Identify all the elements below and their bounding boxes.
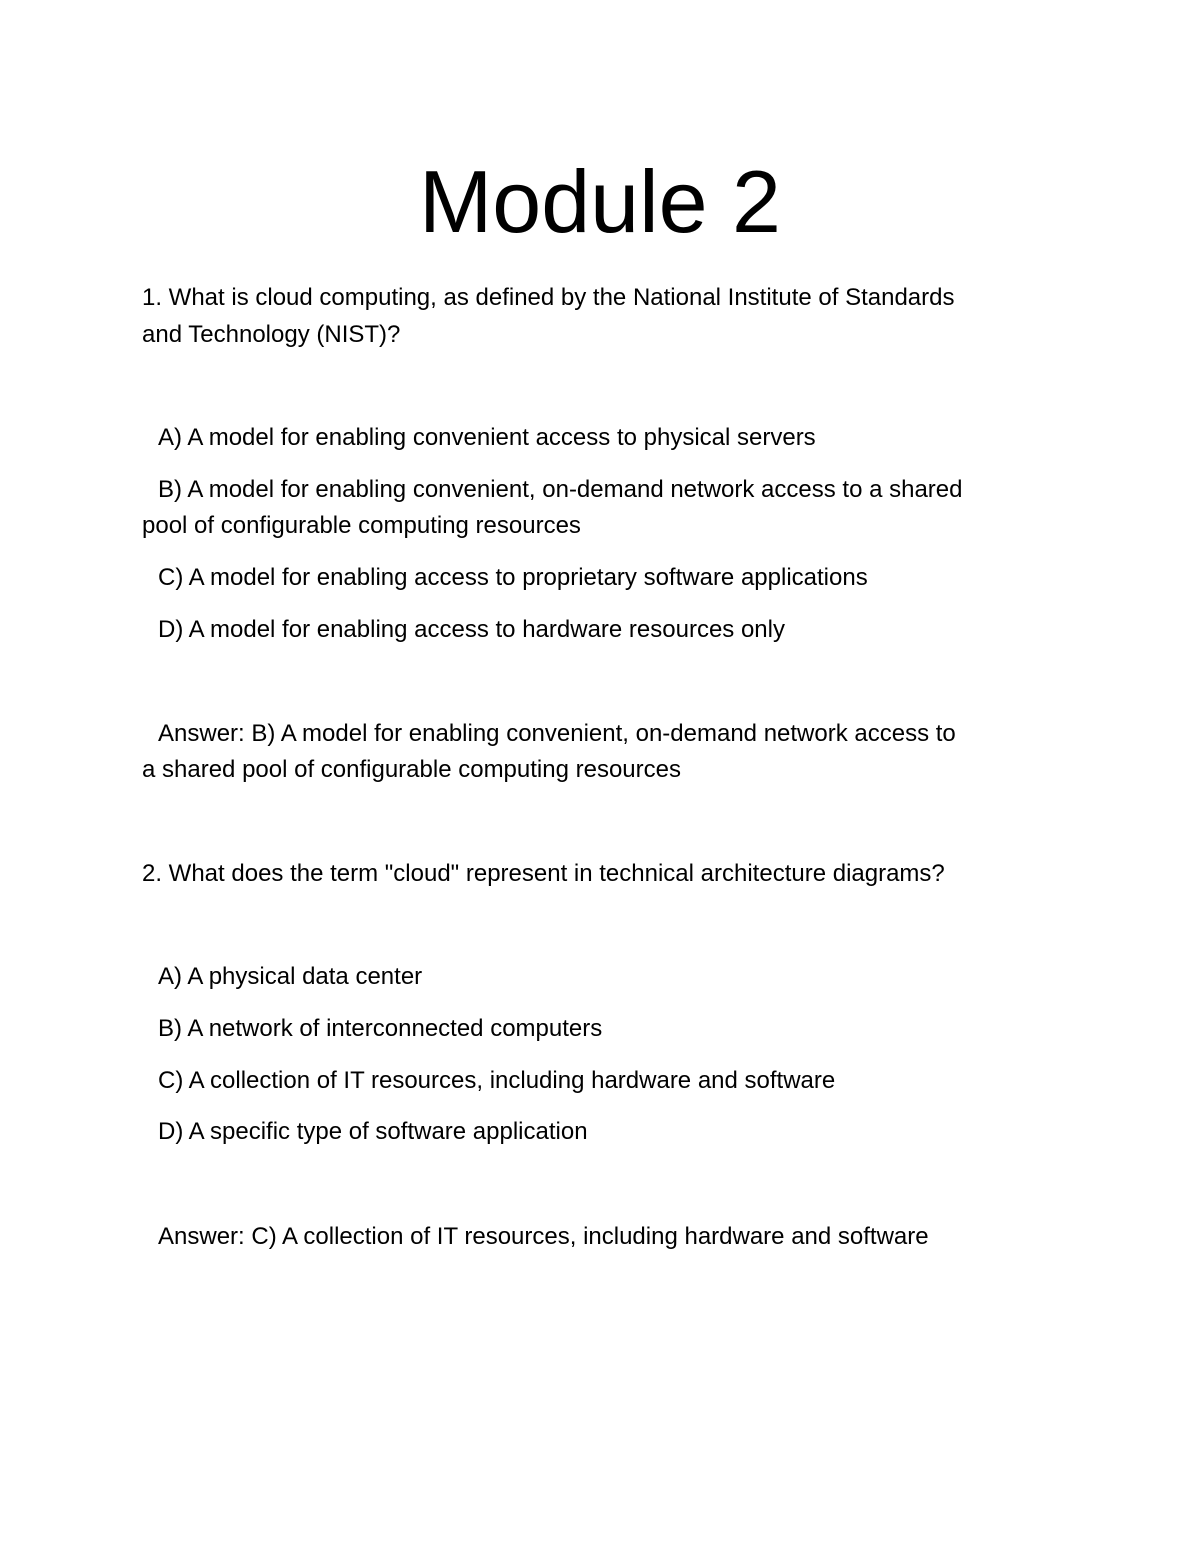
question-1-answer: Answer: B) A model for enabling convenient, on-demand network access to xyxy=(158,720,956,747)
question-1-option-b-cont: pool of configurable computing resources xyxy=(142,512,581,539)
question-1-option-c: C) A model for enabling access to proprietary software applications xyxy=(158,564,868,591)
question-1-option-d: D) A model for enabling access to hardware resources only xyxy=(158,616,785,643)
question-2-option-b: B) A network of interconnected computers xyxy=(158,1015,603,1042)
page-title: Module 2 xyxy=(418,152,781,251)
question-2-option-d: D) A specific type of software application xyxy=(158,1118,588,1145)
question-2-answer: Answer: C) A collection of IT resources, including hardware and software xyxy=(158,1223,929,1250)
question-1-option-a: A) A model for enabling convenient access to physical servers xyxy=(158,424,816,451)
question-2-option-c: C) A collection of IT resources, including hardware and software xyxy=(158,1067,836,1094)
question-1-text-cont: and Technology (NIST)? xyxy=(142,321,401,348)
question-2-text: 2. What does the term "cloud" represent in technical architecture diagrams? xyxy=(142,860,945,887)
question-2-option-a: A) A physical data center xyxy=(158,963,423,990)
question-1-answer-cont: a shared pool of configurable computing resources xyxy=(142,756,681,783)
question-1-text: 1. What is cloud computing, as defined by the National Institute of Standards xyxy=(142,284,955,311)
question-1-option-b: B) A model for enabling convenient, on-demand network access to a shared xyxy=(158,476,963,503)
